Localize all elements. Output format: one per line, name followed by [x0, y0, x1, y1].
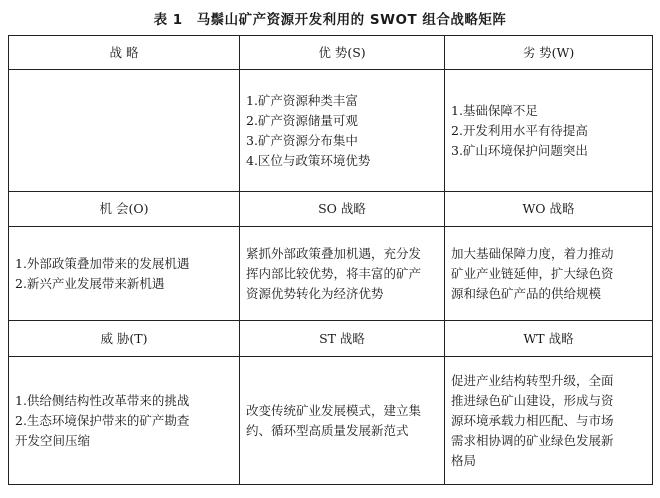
so-strategy-text: 紧抓外部政策叠加机遇，充分发	[246, 245, 422, 261]
strength-item: 3.矿产资源分布集中	[246, 132, 358, 148]
strength-item: 4.区位与政策环境优势	[246, 152, 371, 168]
wt-strategy-label: WT 战略	[445, 321, 653, 357]
threats-cell	[9, 357, 240, 485]
so-strategy-cell	[240, 227, 445, 321]
wt-strategy-text: 格局	[451, 452, 477, 468]
threat-item: 1.供给侧结构性改革带来的挑战	[15, 392, 190, 408]
so-strategy-text: 挥内部比较优势，将丰富的矿产	[246, 265, 422, 281]
header-row	[9, 36, 653, 70]
wo-strategy-text: 加大基础保障力度，着力推动	[451, 245, 614, 261]
opportunities-cell	[9, 227, 240, 321]
weakness-item: 1.基础保障不足	[451, 102, 538, 118]
threat-content-row	[9, 357, 653, 485]
wo-strategy-cell	[445, 227, 653, 321]
wt-strategy-text: 推进绿色矿山建设，形成与资	[451, 392, 614, 408]
threat-item: 开发空间压缩	[15, 432, 91, 448]
so-strategy-text: 资源优势转化为经济优势	[246, 285, 384, 301]
wt-strategy-cell	[445, 357, 653, 485]
swot-matrix-table	[8, 35, 653, 485]
opportunity-content-row	[9, 227, 653, 321]
so-strategy-label: SO 战略	[240, 192, 445, 227]
header-weaknesses: 劣 势(W)	[445, 36, 653, 70]
weakness-item: 3.矿山环境保护问题突出	[451, 142, 588, 158]
st-strategy-label: ST 战略	[240, 321, 445, 357]
st-strategy-text: 改变传统矿业发展模式，建立集	[246, 402, 422, 418]
strength-item: 1.矿产资源种类丰富	[246, 92, 358, 108]
opportunity-label: 机 会(O)	[9, 192, 240, 227]
wt-strategy-text: 源环境承载力相匹配、与市场	[451, 412, 614, 428]
table-caption	[0, 8, 660, 28]
wo-strategy-text: 源和绿色矿产品的供给规模	[451, 285, 602, 301]
opportunity-item: 2.新兴产业发展带来新机遇	[15, 275, 165, 291]
opportunity-header-row	[9, 192, 653, 227]
weaknesses-cell	[445, 70, 653, 192]
threat-label: 威 胁(T)	[9, 321, 240, 357]
table-number: 表 1	[153, 12, 183, 28]
threat-header-row	[9, 321, 653, 357]
wt-strategy-text: 促进产业结构转型升级，全面	[451, 372, 614, 388]
empty-corner-cell	[9, 70, 240, 192]
header-strategy: 战 略	[9, 36, 240, 70]
threat-item: 2.生态环境保护带来的矿产勘查	[15, 412, 190, 428]
wo-strategy-label: WO 战略	[445, 192, 653, 227]
header-strengths: 优 势(S)	[240, 36, 445, 70]
wt-strategy-text: 需求相协调的矿业绿色发展新	[451, 432, 614, 448]
table-title: 马鬃山矿产资源开发利用的 SWOT 组合战略矩阵	[196, 12, 507, 28]
st-strategy-text: 约、循环型高质量发展新范式	[246, 422, 409, 438]
strengths-cell	[240, 70, 445, 192]
opportunity-item: 1.外部政策叠加带来的发展机遇	[15, 255, 190, 271]
st-strategy-cell	[240, 357, 445, 485]
weakness-item: 2.开发利用水平有待提高	[451, 122, 588, 138]
strengths-weaknesses-row	[9, 70, 653, 192]
strength-item: 2.矿产资源储量可观	[246, 112, 358, 128]
wo-strategy-text: 矿业产业链延伸，扩大绿色资	[451, 265, 614, 281]
